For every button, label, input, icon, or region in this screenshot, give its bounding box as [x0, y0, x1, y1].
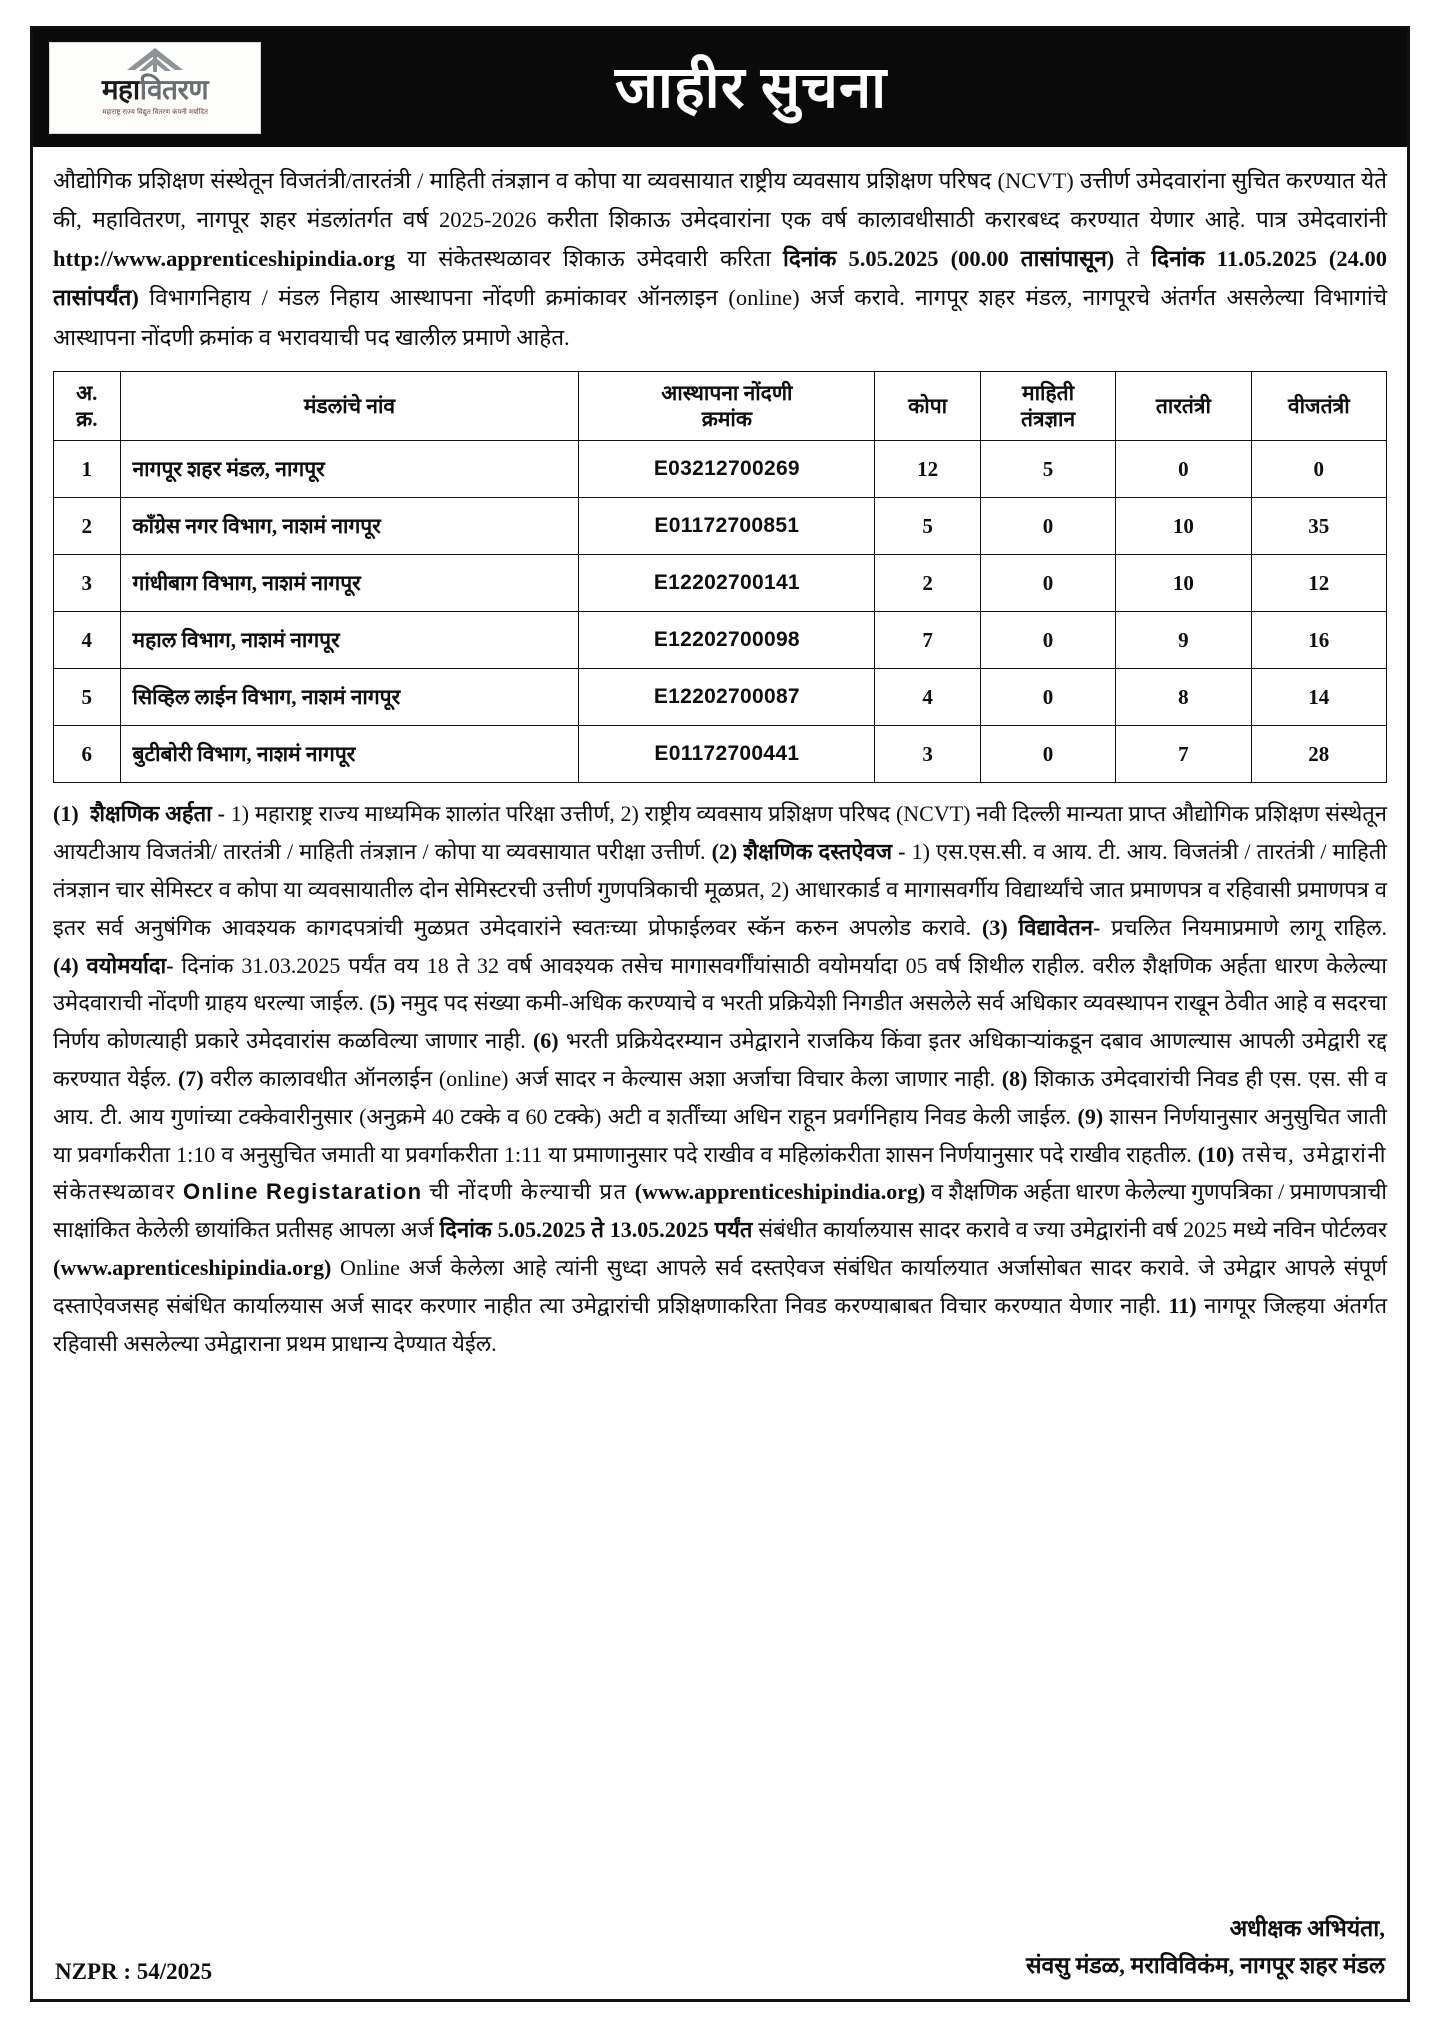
condition-4-text: दिनांक 31.03.2025 पर्यंत वय 18 ते 32 वर्ष आवश्यक तसेच मागासवर्गींयांसाठी वयोमर्यादा 05 वर्ष शिथील राहील. वरील शैक्षणिक अर्हता धारण केलेल्या उमेदवाराची नोंदणी ग्राहय धरल्या जाईल.: [53, 952, 1387, 1016]
end-date: दिनांक 11.05.2025 (24.00 तासांपर्यंत): [53, 246, 1388, 311]
start-date: 5.05.2025 (00.00 तासांपासून): [848, 246, 1115, 272]
cell-registration-no: E01172700851: [579, 498, 875, 555]
condition-7-text: वरील कालावधीत ऑनलाईन (online) अर्ज सादर न केल्यास अशा अर्जाचा विचार केला जाणार नाही.: [203, 1066, 1002, 1091]
cell-tartantri: 9: [1116, 612, 1251, 669]
cell-copa: 3: [875, 726, 981, 783]
cell-division-name: बुटीबोरी विभाग, नाशमं नागपूर: [120, 726, 579, 783]
col-header-serial: [54, 371, 121, 441]
col-header-it-l1: माहिती: [1022, 380, 1075, 405]
signature-block: [1026, 1911, 1385, 1985]
condition-11-text: नागपूर जिल्हया अंतर्गत रहिवासी असलेल्या उमेद्वाराना प्रथम प्राधान्य देण्यात येईल.: [53, 1292, 1387, 1356]
col-header-tartantri: तारतंत्री: [1116, 371, 1251, 441]
cell-serial: 3: [54, 555, 121, 612]
intro-line-2: प्रशिक्षण परिषद (NCVT) उत्तीर्ण उमेदवारांना सुचित करण्यात येते की, महावितरण, नागपूर शहर मंडलांतर्गत वर्ष: [53, 168, 1387, 233]
cell-division-name: नागपूर शहर मंडल, नागपूर: [120, 441, 579, 498]
cell-registration-no: E01172700441: [579, 726, 875, 783]
cell-it: 0: [980, 669, 1115, 726]
cell-registration-no: E12202700098: [579, 612, 875, 669]
condition-7-number: (7): [178, 1066, 204, 1091]
condition-9-number: (9): [1077, 1103, 1104, 1129]
cell-division-name: सिव्हिल लाईन विभाग, नाशमं नागपूर: [120, 669, 579, 726]
cell-division-name: गांधीबाग विभाग, नाशमं नागपूर: [120, 555, 579, 612]
condition-1-number: (1): [53, 801, 79, 827]
footer: [53, 1905, 1387, 1989]
cell-serial: 5: [54, 669, 121, 726]
table-row: [54, 498, 1387, 555]
conditions-paragraph: [53, 795, 1387, 1362]
intro-line-3: 2025-2026 करीता शिकाऊ उमेदवारांना एक वर्ष कालावधीसाठी करारबध्द करण्यात येणार आहे. पात्र: [439, 207, 1287, 233]
logo-wordmark: [102, 77, 208, 105]
condition-10-pre: तसेच, उमेद्वारांनी संकेतस्थळावर: [53, 1141, 1387, 1205]
table-row: [54, 669, 1387, 726]
table-header-row: [54, 371, 1387, 441]
condition-3-number: (3): [982, 914, 1008, 940]
table-row: [54, 612, 1387, 669]
cell-tartantri: 8: [1116, 669, 1251, 726]
intro-line-1: औद्योगिक प्रशिक्षण संस्थेतून विजतंत्री/तारतंत्री / माहिती तंत्रज्ञान व कोपा या व्यवसायात राष्ट्रीय व्यवसाय: [53, 168, 861, 193]
notice-sheet: [30, 26, 1410, 2002]
cell-it: 0: [980, 555, 1115, 612]
condition-5-number: (5): [369, 990, 396, 1016]
cell-vijtantri: 14: [1251, 669, 1386, 726]
mahavitaran-logo: [49, 42, 261, 134]
cell-copa: 5: [875, 498, 981, 555]
col-header-it: [980, 371, 1115, 441]
cell-division-name: महाल विभाग, नाशमं नागपूर: [120, 612, 579, 669]
notice-body: [33, 147, 1407, 1999]
intro-line-4-post: या संकेतस्थळावर शिकाऊ उमेदवारी करिता: [395, 246, 784, 272]
cell-registration-no: E12202700087: [579, 669, 875, 726]
col-header-reg-l2: क्रमांक: [701, 406, 752, 431]
condition-2-title: शैक्षणिक दस्तऐवज -: [743, 839, 906, 865]
table-body: [54, 441, 1387, 783]
establishment-table: [53, 371, 1387, 784]
cell-vijtantri: 35: [1251, 498, 1386, 555]
condition-4-number: (4): [53, 952, 79, 978]
cell-copa: 7: [875, 612, 981, 669]
condition-1-text: 1) महाराष्ट्र राज्य माध्यमिक शालांत परिक्षा उत्तीर्ण, 2) राष्ट्रीय व्यवसाय प्रशिक्षण परिषद (NCVT) नवी दिल्ली मान्यता प्राप्त औद्योगिक प्रशिक्षण संस्थेतून आयटीआय विजतंत्री/ तारतंत्री / माहिती तंत्रज्ञान / कोपा या व्यवसायात परीक्षा उत्तीर्ण.: [53, 801, 1388, 865]
col-header-serial-l2: क्र.: [76, 406, 98, 431]
apprenticeship-url-2[interactable]: (www.apprenticeshipindia.org): [634, 1179, 926, 1205]
date-separator: ते: [1114, 246, 1152, 272]
condition-10-mid4: Online अर्ज केलेला आहे त्यांनी सुध्दा आपले सर्व दस्तऐवज संबंधित कार्यालयात अर्जासोबत सादर करावे. जे उमेद्वार आपले संपूर्ण दस्ताऐवजसह संबंधित कार्यालयास अर्ज सादर करणार नाहीत त्या उमेद्वारांची प्रशिक्षणाकरिता निवड करण्याबाबत विचार करण्यात येणार नाही.: [53, 1255, 1387, 1318]
condition-10-number: (10): [1197, 1141, 1235, 1167]
cell-copa: 12: [875, 441, 981, 498]
condition-1-title: शैक्षणिक अर्हता -: [90, 801, 225, 827]
col-header-copa: कोपा: [875, 371, 981, 441]
footer-left-block: [55, 1959, 212, 1985]
cell-tartantri: 10: [1116, 555, 1251, 612]
logo-word-part2: वितरण: [139, 75, 209, 106]
logo-tagline: महाराष्ट्र राज्य विद्युत वितरण कंपनी मर्यादित: [102, 109, 208, 116]
condition-11-number: 11): [1168, 1292, 1197, 1318]
signatory-designation: अधीक्षक अभियंता,: [1229, 1916, 1385, 1942]
cell-division-name: काँग्रेस नगर विभाग, नाशमं नागपूर: [120, 498, 579, 555]
col-header-reg-l1: आस्थापना नोंदणी: [661, 380, 793, 405]
cell-vijtantri: 16: [1251, 612, 1386, 669]
cell-serial: 1: [54, 441, 121, 498]
cell-tartantri: 10: [1116, 498, 1251, 555]
table-row: [54, 555, 1387, 612]
condition-3-title: विद्यावेतन-: [1018, 914, 1101, 940]
signatory-office: संवसु मंडळ, मराविविकंम, नागपूर शहर मंडल: [1025, 1953, 1385, 1979]
intro-line-5-post: विभागनिहाय / मंडल: [138, 285, 320, 311]
table-header: [54, 371, 1387, 441]
cell-tartantri: 7: [1116, 726, 1251, 783]
cell-registration-no: E12202700141: [579, 555, 875, 612]
cell-it: 0: [980, 498, 1115, 555]
cell-vijtantri: 0: [1251, 441, 1386, 498]
intro-line-7: असलेल्या विभागांचे आस्थापना नोंदणी क्रमांक व भरावयाची पद खालील प्रमाणे आहेत.: [53, 285, 1388, 350]
mahavitaran-arrow-icon: [109, 46, 201, 76]
apprenticeship-url[interactable]: http://www.apprenticeshipindia.org: [53, 246, 396, 272]
condition-10-mid3: संबंधीत कार्यालयास सादर करावे व ज्या उमेद्वारांनी वर्ष 2025 मध्ये नविन पोर्टलवर: [752, 1217, 1387, 1243]
col-header-it-l2: तंत्रज्ञान: [1020, 406, 1076, 431]
intro-line-6: निहाय आस्थापना नोंदणी क्रमांकावर ऑनलाइन (online) अर्ज करावे. नागपूर शहर मंडल, नागपूरचे अंतर्गत: [329, 285, 1217, 311]
condition-9-text: शासन निर्णयानुसार अनुसुचित जाती या प्रवर्गाकरीता 1:10 व अनुसुचित जमाती या प्रवर्गाकरीता 1:11 या प्रमाणानुसार पदे राखीव व महिलांकरीता शासन निर्णयानुसार पदे राखीव राहतील.: [53, 1103, 1387, 1167]
condition-4-title: वयोमर्यादा-: [86, 952, 174, 978]
col-header-serial-l1: अ.: [76, 380, 98, 405]
header-band: [33, 29, 1407, 147]
condition-6-text: भरती प्रक्रियेदरम्यान उमेद्वाराने राजकिय किंवा इतर अधिकाऱ्यांकडून दबाव आणल्यास आपली उमेद्वारी रद्द करण्यात येईल.: [53, 1028, 1388, 1091]
cell-registration-no: E03212700269: [579, 441, 875, 498]
condition-10-mid2: व शैक्षणिक अर्हता धारण केलेल्या गुणपत्रिका / प्रमाणपत्राची साक्षांकित केलेली छायांकित प्रतीसह आपला अर्ज: [53, 1179, 1387, 1243]
reference-number: NZPR : 54/2025: [55, 1959, 213, 1984]
condition-3-text: प्रचलित नियमाप्रमाणे लागू राहिल.: [1100, 914, 1388, 940]
cell-it: 0: [980, 726, 1115, 783]
cell-vijtantri: 12: [1251, 555, 1386, 612]
col-header-registration-no: [579, 371, 875, 441]
col-header-division-name: मंडलांचे नांव: [120, 371, 579, 441]
condition-10-mid: ची नोंदणी केल्याची प्रत: [422, 1179, 635, 1205]
online-registration-label: Online Registaration: [183, 1179, 423, 1205]
logo-word-part1: महा: [101, 75, 140, 106]
table-row: [54, 726, 1387, 783]
cell-serial: 6: [54, 726, 121, 783]
submission-date-range: दिनांक 5.05.2025 ते 13.05.2025 पर्यंत: [439, 1217, 753, 1243]
cell-copa: 4: [875, 669, 981, 726]
apprenticeship-url-3[interactable]: (www.aprenticeshipindia.org): [53, 1255, 332, 1281]
cell-serial: 4: [54, 612, 121, 669]
page-title: जाहीर सुचना: [614, 55, 888, 120]
condition-2-number: (2): [711, 839, 738, 865]
cell-serial: 2: [54, 498, 121, 555]
condition-5-text: नमुद पद संख्या कमी-अधिक करण्याचे व भरती प्रक्रियेशी निगडीत असलेले सर्व अधिकार व्यवस्थापन राखून ठेवीत आहे व सदरचा निर्णय कोणत्याही प्रकारे उमेदवारांस कळविल्या जाणार नाही.: [53, 990, 1387, 1054]
cell-vijtantri: 28: [1251, 726, 1386, 783]
cell-it: 0: [980, 612, 1115, 669]
cell-copa: 2: [875, 555, 981, 612]
table-row: [54, 441, 1387, 498]
col-header-vijtantri: वीजतंत्री: [1251, 371, 1386, 441]
condition-8-text: शिकाऊ उमेदवारांची निवड ही एस. एस. सी व आय. टी. आय गुणांच्या टक्केवारीनुसार (अनुक्रमे 40 टक्के व 60 टक्के) अटी व शर्तींच्या अधिन राहून प्रवर्गनिहाय निवड केली जाईल.: [53, 1066, 1387, 1129]
cell-it: 5: [980, 441, 1115, 498]
cell-tartantri: 0: [1116, 441, 1251, 498]
intro-dinank-label: दिनांक: [783, 246, 837, 272]
condition-2-text: 1) एस.एस.सी. व आय. टी. आय. विजतंत्री / तारतंत्री / माहिती तंत्रज्ञान चार सेमिस्टर व कोपा या व्यवसायातील दोन सेमिस्टरची उत्तीर्ण गुणपत्रिकाची मूळप्रत, 2) आधारकार्ड व मागासवर्गीय विद्यार्थ्यांचे जात प्रमाणपत्र व रहिवासी प्रमाणपत्र व इतर सर्व अनुषंगिक आवश्यक कागदपत्रांची मुळप्रत उमेदवारांने स्वतःच्या प्रोफाईलवर स्कॅन करुन अपलोड करावे.: [53, 839, 1388, 940]
intro-line-4-pre: उमेदवारांनी: [1297, 207, 1388, 233]
condition-8-number: (8): [1001, 1066, 1028, 1091]
condition-6-number: (6): [532, 1028, 559, 1054]
intro-paragraph: [53, 161, 1387, 357]
